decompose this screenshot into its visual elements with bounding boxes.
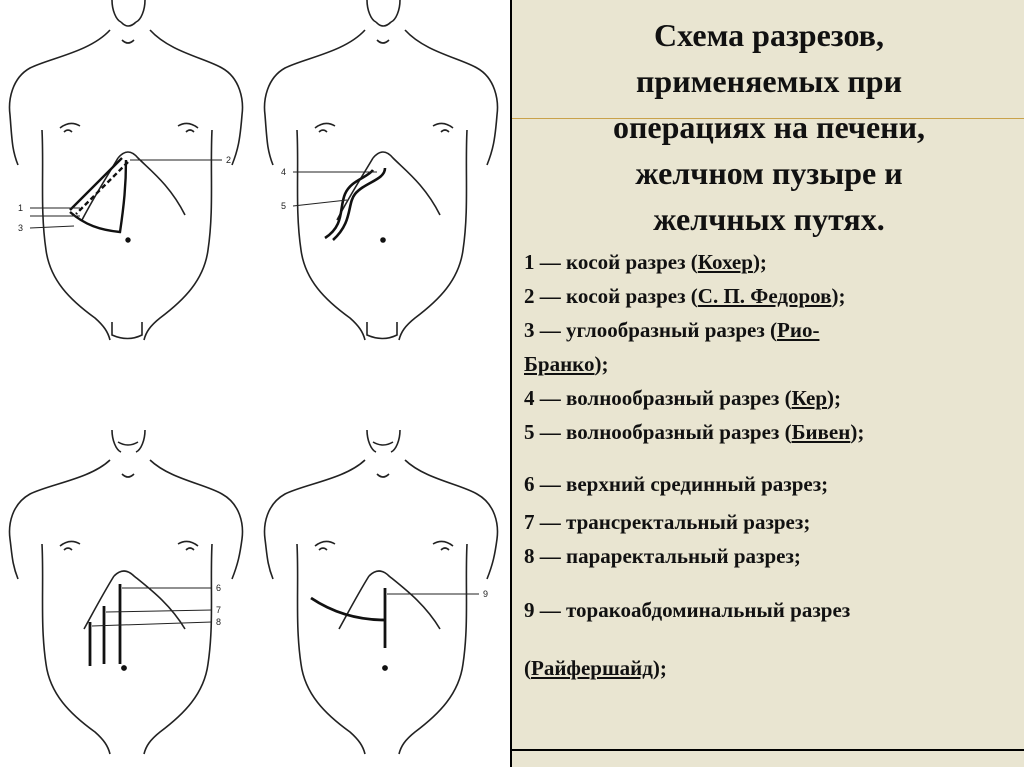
- callout-lines: [92, 588, 212, 626]
- item-text: );: [752, 250, 767, 274]
- incision-item-6: 6 — верхний срединный разрез;: [524, 472, 829, 496]
- figure-label-7: 7: [216, 605, 222, 615]
- item-text: 1 — косой разрез (: [524, 250, 698, 274]
- figure-label-6: 6: [216, 583, 222, 593]
- author-link[interactable]: Рио-: [777, 318, 820, 342]
- incision-figures: [0, 0, 510, 767]
- torso-figure-incisions-4-5: [255, 0, 510, 383]
- incision-item-8: 8 — параректальный разрез;: [524, 544, 801, 568]
- torso-outline: [265, 430, 498, 754]
- figure-label-4: 4: [281, 167, 287, 177]
- item-text: 3 — углообразный разрез (: [524, 318, 778, 342]
- incision-item-3-cont: [524, 350, 1014, 379]
- torso-drawing: [255, 384, 510, 767]
- figure-label-3: 3: [18, 223, 24, 233]
- incision-lines: [311, 588, 387, 670]
- figure-label-2: 2: [226, 155, 232, 165]
- torso-figure-incisions-1-3: [0, 0, 255, 383]
- author-link[interactable]: Бивен: [791, 420, 851, 444]
- bottom-rule: [512, 749, 1024, 751]
- incision-item-5: [524, 418, 1014, 447]
- author-link[interactable]: Кер: [791, 386, 828, 410]
- author-link[interactable]: С. П. Федоров: [697, 284, 832, 308]
- incision-lines: [70, 158, 130, 242]
- torso-drawing: [0, 0, 255, 383]
- slide-title: Схема разрезов, применяемых при операциях на печени, желчном пузыре и желчных путях.: [612, 17, 926, 237]
- torso-drawing: [0, 384, 255, 767]
- item-text: 2 — косой разрез (: [524, 284, 698, 308]
- item-text: (: [524, 656, 531, 680]
- torso-figure-incision-9: [255, 384, 510, 767]
- incision-item-9: 9 — торакоабдоминальный разрез: [524, 598, 851, 622]
- incision-item-3: [524, 316, 1014, 345]
- incision-item-7: 7 — трансректальный разрез;: [524, 510, 811, 534]
- incision-lines: [90, 584, 126, 670]
- item-text: );: [831, 284, 846, 308]
- item-text: 5 — волнообразный разрез (: [524, 420, 792, 444]
- incision-item-4: [524, 384, 1014, 413]
- item-text: );: [827, 386, 842, 410]
- figure-label-5: 5: [281, 201, 287, 211]
- incision-item-1: [524, 248, 1014, 277]
- author-link[interactable]: Райфершайд: [531, 656, 653, 680]
- torso-drawing: [255, 0, 510, 383]
- incision-lines: [325, 168, 385, 242]
- torso-outline: [265, 0, 498, 340]
- item-text: 4 — волнообразный разрез (: [524, 386, 792, 410]
- text-panel: [510, 0, 1024, 767]
- figure-label-1: 1: [18, 203, 24, 213]
- item-text: );: [594, 352, 609, 376]
- item-text: );: [850, 420, 865, 444]
- incision-item-2: [524, 282, 1014, 311]
- figure-label-8: 8: [216, 617, 222, 627]
- author-link[interactable]: Кохер: [697, 250, 753, 274]
- torso-outline: [10, 430, 243, 754]
- item-text: );: [652, 656, 667, 680]
- torso-figure-incisions-6-8: [0, 384, 255, 767]
- incision-item-9-author: [524, 654, 1014, 683]
- figure-label-9: 9: [483, 589, 489, 599]
- author-link[interactable]: Бранко: [524, 352, 595, 376]
